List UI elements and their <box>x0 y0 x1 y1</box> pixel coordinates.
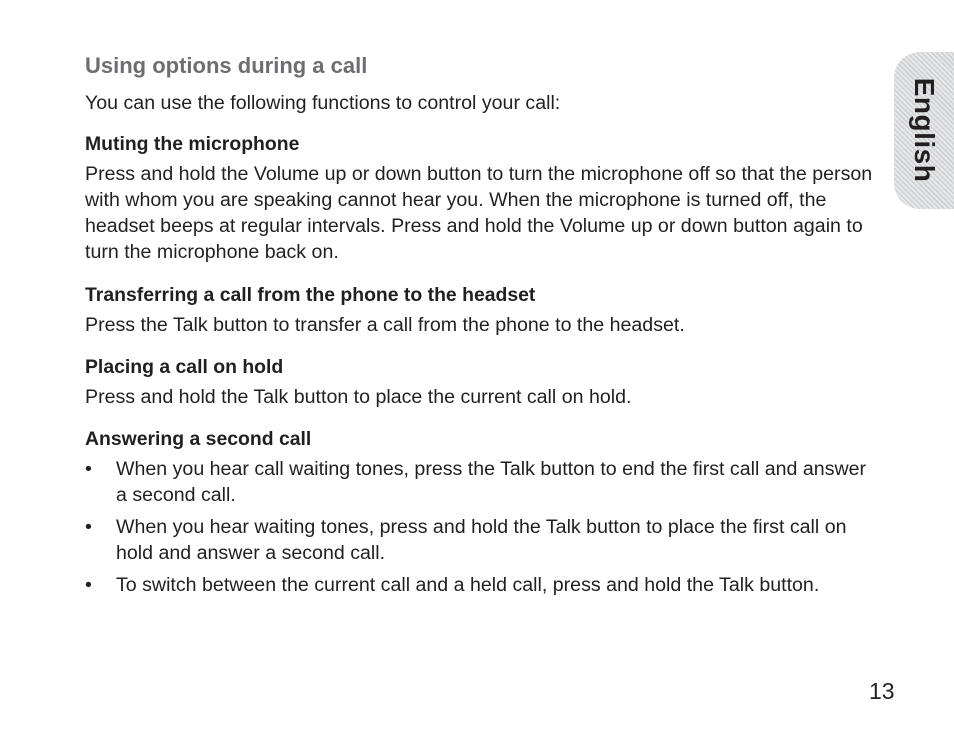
list-item <box>85 514 875 566</box>
bullet-icon: • <box>85 458 92 480</box>
list-item <box>85 456 875 508</box>
list-item-text: When you hear call waiting tones, press the Talk button to end the first call and answer a second call. <box>116 458 867 506</box>
section-heading: Placing a call on hold <box>85 356 284 378</box>
bullet-icon: • <box>85 516 92 538</box>
section-second-call <box>85 426 875 598</box>
language-tab-label: English <box>909 77 940 183</box>
list-item-text: When you hear waiting tones, press and hold the Talk button to place the first call on hold and answer a second call. <box>116 516 847 564</box>
bullet-list <box>85 456 875 598</box>
section-body: Press the Talk button to transfer a call from the phone to the headset. <box>85 314 685 336</box>
section-heading: Muting the microphone <box>85 133 300 155</box>
page-number: 13 <box>869 678 895 704</box>
section-body: Press and hold the Talk button to place the current call on hold. <box>85 386 632 408</box>
section-heading: Transferring a call from the phone to the headset <box>85 284 536 306</box>
section-hold <box>85 354 875 410</box>
intro-text: You can use the following functions to control your call: <box>85 92 561 114</box>
section-transferring <box>85 282 875 338</box>
section-heading: Answering a second call <box>85 428 312 450</box>
list-item <box>85 572 875 598</box>
page-title: Using options during a call <box>85 53 368 78</box>
bullet-icon: • <box>85 574 92 596</box>
section-muting <box>85 131 875 265</box>
section-body: Press and hold the Volume up or down button to turn the microphone off so that the person with whom you are speaking cannot hear you. When the microphone is turned off, the headset beeps at regular intervals. Press and hold the Volume up or down button again to turn the microphone back on. <box>85 163 873 263</box>
page-content <box>85 52 875 614</box>
list-item-text: To switch between the current call and a held call, press and hold the Talk button. <box>116 574 820 596</box>
